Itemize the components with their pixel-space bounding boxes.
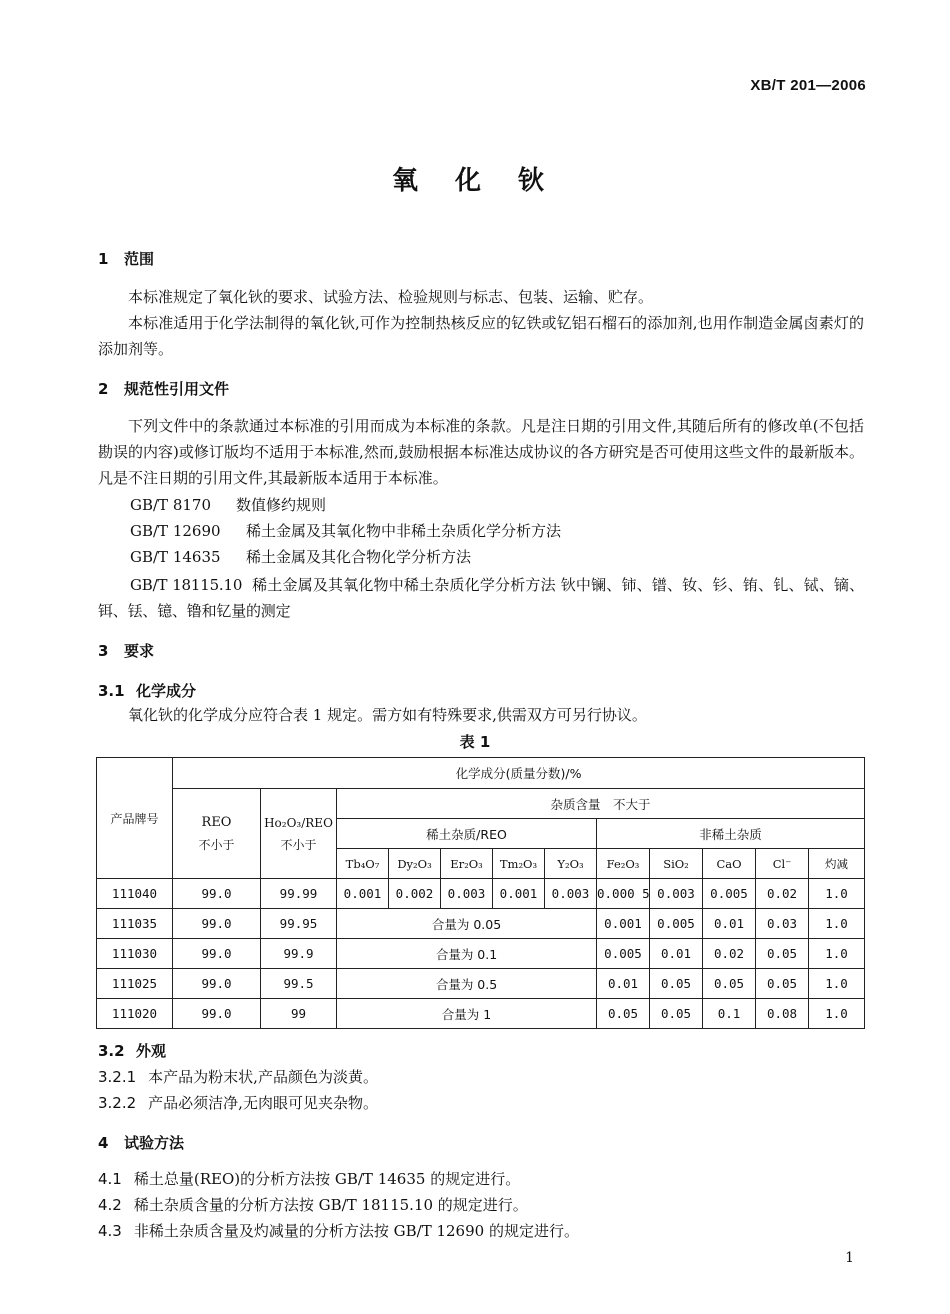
scope-paragraph-1: 本标准规定了氧化钬的要求、试验方法、检验规则与标志、包装、运输、贮存。 [128, 288, 654, 306]
table-row [97, 999, 865, 1029]
clause-number: 4.2 [98, 1196, 122, 1214]
clause-4-2 [98, 1194, 528, 1215]
reference-title: 稀土金属及其氧化物中非稀土杂质化学分析方法 [246, 522, 562, 540]
section-number: 1 [98, 250, 109, 268]
cell-value: 0.003 [441, 879, 493, 909]
cell-re-total: 合量为 1 [337, 999, 597, 1029]
cell-re-total: 合量为 0.5 [337, 969, 597, 999]
standard-code: XB/T 201—2006 [750, 77, 866, 94]
section-number: 4 [98, 1134, 109, 1152]
section-3-heading [98, 640, 154, 661]
clause-number: 3.2.2 [98, 1094, 137, 1112]
table-caption: 表 1 [459, 733, 491, 751]
column-header: SiO₂ [650, 849, 703, 879]
cell-value: 0.003 [545, 879, 597, 909]
cell-reo: 99.0 [173, 879, 261, 909]
reference-item [130, 546, 471, 567]
cell-value: 1.0 [809, 969, 865, 999]
cell-value: 0.05 [650, 969, 703, 999]
section-title: 规范性引用文件 [124, 380, 230, 398]
reference-item [130, 520, 561, 541]
cell-value: 0.01 [650, 939, 703, 969]
clause-text: 本产品为粉末状,产品颜色为淡黄。 [148, 1068, 378, 1086]
cell-grade: 111040 [97, 879, 173, 909]
column-header: Tm₂O₃ [493, 849, 545, 879]
document-title: 氧 化 钬 [391, 166, 559, 196]
cell-value: 0.001 [597, 909, 650, 939]
clause-3-2-2 [98, 1092, 378, 1113]
cell-value: 0.05 [597, 999, 650, 1029]
cell-value: 0.005 [597, 939, 650, 969]
cell-value: 0.000 5 [597, 879, 650, 909]
cell-ho2o3: 99 [261, 999, 337, 1029]
chemical-composition-table [96, 757, 865, 1029]
header-ho2o3-label: Ho₂O₃/REO [264, 815, 333, 830]
cell-value: 0.005 [650, 909, 703, 939]
header-impurity: 杂质含量 不大于 [337, 789, 865, 819]
section-number: 3.1 [98, 682, 125, 700]
cell-ho2o3: 99.95 [261, 909, 337, 939]
cell-value: 0.003 [650, 879, 703, 909]
reference-code: GB/T 14635 [130, 548, 221, 566]
scope-paragraph-2: 本标准适用于化学法制得的氧化钬,可作为控制热核反应的钇铁或钇铝石榴石的添加剂,也用作制造金属卤素灯的添加剂等。 [98, 314, 864, 358]
header-chemical-composition: 化学成分(质量分数)/% [173, 758, 865, 789]
section-number: 3 [98, 642, 109, 660]
section-title: 试验方法 [124, 1134, 185, 1152]
column-header: Tb₄O₇ [337, 849, 389, 879]
cell-value: 0.001 [337, 879, 389, 909]
cell-value: 1.0 [809, 909, 865, 939]
cell-value: 0.05 [756, 969, 809, 999]
table-row [97, 969, 865, 999]
cell-ho2o3: 99.9 [261, 939, 337, 969]
reference-item [130, 494, 326, 515]
chemical-composition-paragraph: 氧化钬的化学成分应符合表 1 规定。需方如有特殊要求,供需双方可另行协议。 [128, 706, 647, 724]
section-number: 3.2 [98, 1042, 125, 1060]
clause-4-1 [98, 1168, 520, 1189]
header-ho2o3 [261, 789, 337, 879]
header-rare-earth-impurity: 稀土杂质/REO [337, 819, 597, 849]
column-header: Fe₂O₃ [597, 849, 650, 879]
cell-re-total: 合量为 0.05 [337, 909, 597, 939]
section-3-2-heading [98, 1040, 166, 1061]
table-row [97, 909, 865, 939]
reference-code: GB/T 18115.10 [130, 576, 243, 594]
header-reo [173, 789, 261, 879]
section-title: 要求 [124, 642, 155, 660]
reference-title: 稀土金属及其化合物化学分析方法 [246, 548, 472, 566]
cell-value: 0.05 [650, 999, 703, 1029]
header-reo-min: 不小于 [198, 837, 235, 852]
reference-title: 数值修约规则 [236, 496, 327, 514]
column-header: Y₂O₃ [545, 849, 597, 879]
cell-value: 0.02 [756, 879, 809, 909]
section-3-1-heading [98, 680, 196, 701]
column-header: 灼减 [809, 849, 865, 879]
clause-text: 非稀土杂质含量及灼减量的分析方法按 GB/T 12690 的规定进行。 [133, 1222, 579, 1240]
cell-grade: 111035 [97, 909, 173, 939]
cell-value: 1.0 [809, 999, 865, 1029]
cell-value: 1.0 [809, 939, 865, 969]
clause-number: 4.3 [98, 1222, 122, 1240]
reference-item [98, 572, 864, 624]
clause-text: 稀土总量(REO)的分析方法按 GB/T 14635 的规定进行。 [133, 1170, 521, 1188]
table-row [97, 939, 865, 969]
column-header: Cl⁻ [756, 849, 809, 879]
cell-ho2o3: 99.99 [261, 879, 337, 909]
header-ho2o3-min: 不小于 [280, 837, 317, 852]
clause-text: 稀土杂质含量的分析方法按 GB/T 18115.10 的规定进行。 [133, 1196, 528, 1214]
cell-value: 0.001 [493, 879, 545, 909]
table-row [97, 879, 865, 909]
reference-code: GB/T 8170 [130, 496, 212, 514]
header-grade: 产品牌号 [97, 758, 173, 879]
cell-grade: 111030 [97, 939, 173, 969]
clause-number: 3.2.1 [98, 1068, 137, 1086]
page-number: 1 [845, 1250, 854, 1266]
cell-value: 0.002 [389, 879, 441, 909]
column-header: Er₂O₃ [441, 849, 493, 879]
cell-value: 1.0 [809, 879, 865, 909]
cell-reo: 99.0 [173, 999, 261, 1029]
cell-value: 0.01 [703, 909, 756, 939]
cell-reo: 99.0 [173, 969, 261, 999]
section-4-heading [98, 1132, 184, 1153]
clause-4-3 [98, 1220, 579, 1241]
cell-ho2o3: 99.5 [261, 969, 337, 999]
section-number: 2 [98, 380, 109, 398]
header-non-rare-earth-impurity: 非稀土杂质 [597, 819, 865, 849]
column-header: CaO [703, 849, 756, 879]
clause-number: 4.1 [98, 1170, 122, 1188]
section-title: 范围 [124, 250, 155, 268]
cell-reo: 99.0 [173, 909, 261, 939]
section-title: 外观 [136, 1042, 167, 1060]
clause-text: 产品必须洁净,无肉眼可见夹杂物。 [148, 1094, 378, 1112]
cell-value: 0.1 [703, 999, 756, 1029]
cell-value: 0.08 [756, 999, 809, 1029]
cell-value: 0.01 [597, 969, 650, 999]
cell-re-total: 合量为 0.1 [337, 939, 597, 969]
header-reo-label: REO [201, 814, 232, 830]
reference-title: 稀土金属及其氧化物中稀土杂质化学分析方法 钬中镧、铈、镨、钕、钐、铕、钆、铽、镝、铒、铥、镱、镥和钇量的测定 [98, 576, 864, 620]
section-2-heading [98, 378, 229, 399]
cell-reo: 99.0 [173, 939, 261, 969]
cell-value: 0.05 [703, 969, 756, 999]
cell-value: 0.03 [756, 909, 809, 939]
section-1-heading [98, 248, 154, 269]
cell-grade: 111020 [97, 999, 173, 1029]
references-paragraph: 下列文件中的条款通过本标准的引用而成为本标准的条款。凡是注日期的引用文件,其随后所有的修改单(不包括勘误的内容)或修订版均不适用于本标准,然而,鼓励根据本标准达成协议的各方研究是否可使用这些文件的最新版本。凡是不注日期的引用文件,其最新版本适用于本标准。 [98, 417, 864, 487]
clause-3-2-1 [98, 1066, 378, 1087]
reference-code: GB/T 12690 [130, 522, 221, 540]
section-title: 化学成分 [136, 682, 197, 700]
cell-grade: 111025 [97, 969, 173, 999]
cell-value: 0.05 [756, 939, 809, 969]
cell-value: 0.005 [703, 879, 756, 909]
column-header: Dy₂O₃ [389, 849, 441, 879]
cell-value: 0.02 [703, 939, 756, 969]
